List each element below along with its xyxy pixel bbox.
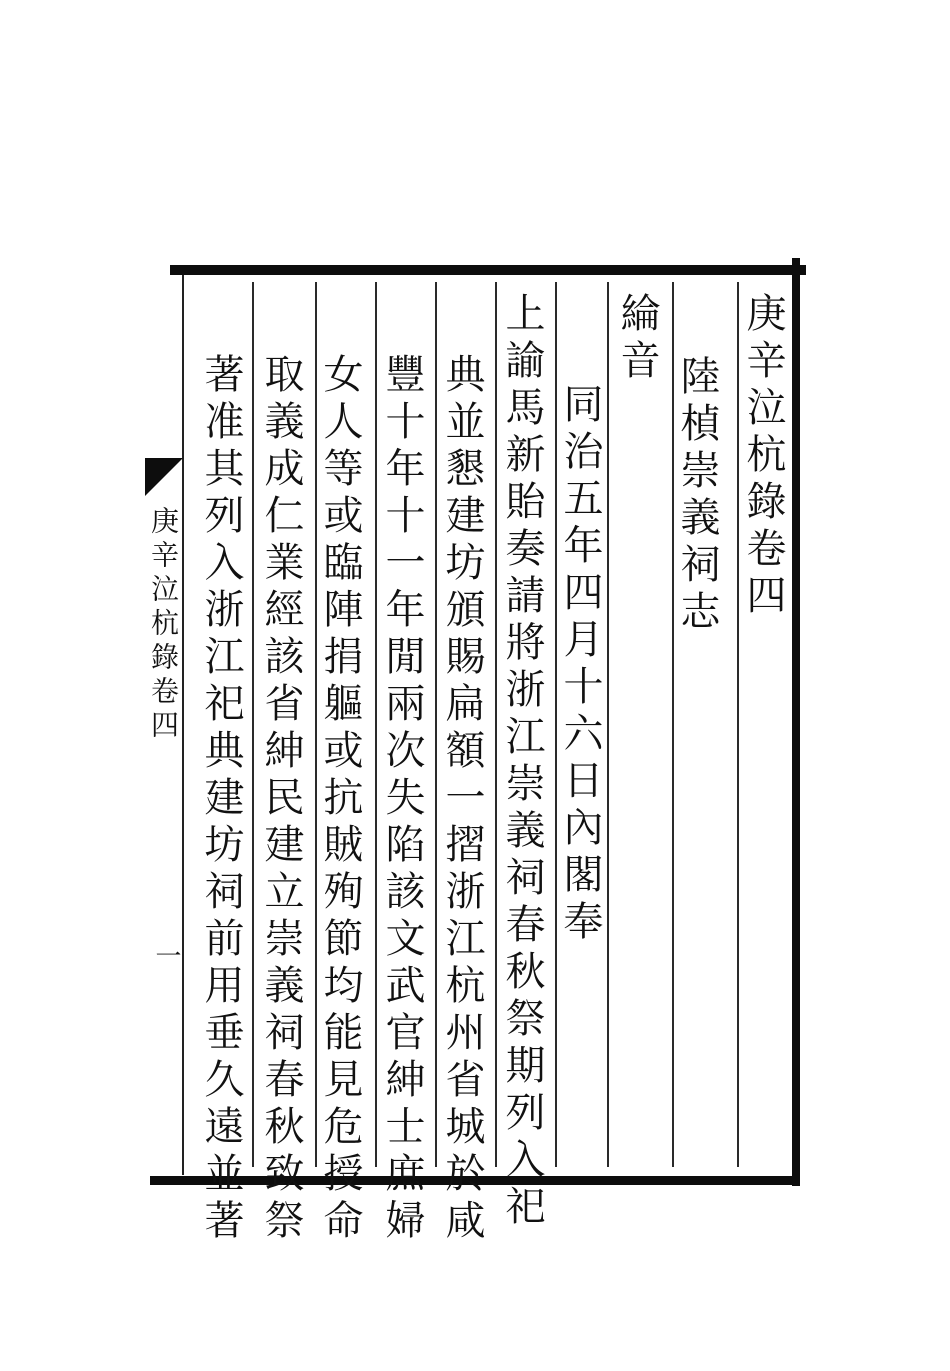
column-rule (495, 282, 497, 1167)
book-title-column: 庚辛泣杭錄卷四 (740, 292, 786, 621)
column-rule (252, 282, 254, 1167)
margin-strip (145, 458, 185, 1118)
text-column-3: 豐十年十一年閒兩次失陷該文武官紳士庶婦 (379, 353, 425, 1246)
column-rule (435, 282, 437, 1167)
text-column-6: 著准其列入浙江祀典建坊祠前用垂久遠並著 (198, 353, 244, 1246)
chapter-heading-column: 陸楨崇義祠志 (674, 355, 720, 637)
column-rule (737, 282, 739, 1167)
text-column-1: 上諭馬新貽奏請將浙江崇義祠春秋祭期列入祀 (499, 292, 545, 1232)
date-column: 同治五年四月十六日內閣奉 (557, 383, 603, 947)
page-number: 一 (151, 942, 181, 968)
text-column-4: 女人等或臨陣捐軀或抗賊殉節均能見危授命 (317, 353, 363, 1246)
margin-running-title: 庚辛泣杭錄卷四 (147, 506, 180, 744)
text-column-5: 取義成仁業經該省紳民建立崇義祠春秋致祭 (258, 353, 304, 1246)
fishtail-mark-icon (145, 458, 183, 496)
column-rule (375, 282, 377, 1167)
frame-top-border (170, 265, 806, 275)
column-rule (607, 282, 609, 1167)
text-column-2: 典並懇建坊頒賜扁額一摺浙江杭州省城於咸 (439, 353, 485, 1246)
frame-right-border (792, 258, 800, 1186)
section-heading-column: 綸音 (614, 292, 660, 386)
